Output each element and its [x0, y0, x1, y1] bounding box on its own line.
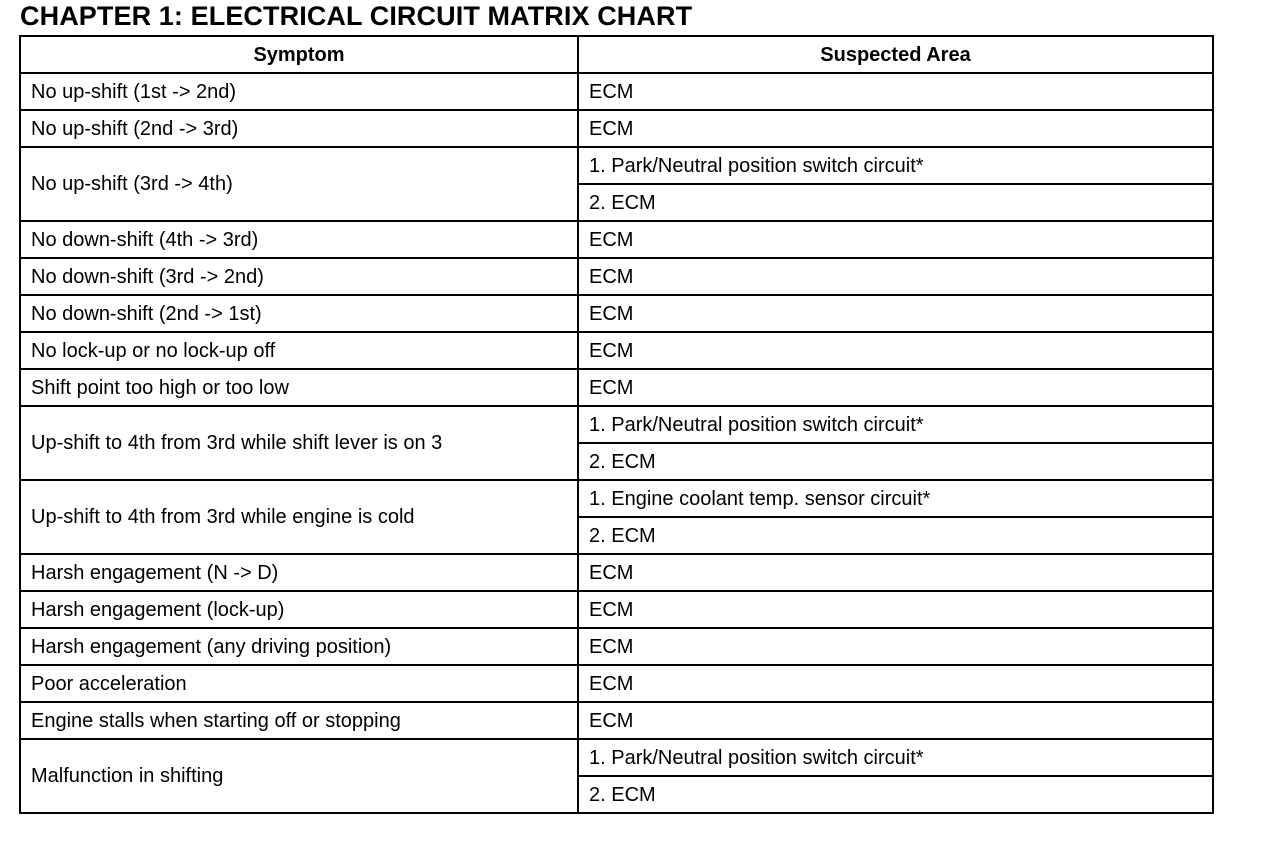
- table-row: [20, 591, 1213, 628]
- table-row: [20, 258, 1213, 295]
- suspected-area-cell: ECM: [578, 221, 1213, 258]
- table-row: [20, 739, 1213, 776]
- suspected-area-cell: 2. ECM: [578, 776, 1213, 813]
- suspected-area-cell: 1. Engine coolant temp. sensor circuit*: [578, 480, 1213, 517]
- symptom-cell: No down-shift (4th -> 3rd): [20, 221, 578, 258]
- table-row: [20, 369, 1213, 406]
- symptom-cell: Up-shift to 4th from 3rd while engine is cold: [20, 480, 578, 554]
- symptom-cell: Poor acceleration: [20, 665, 578, 702]
- suspected-area-column-header: Suspected Area: [578, 36, 1213, 73]
- table-row: [20, 221, 1213, 258]
- table-row: [20, 295, 1213, 332]
- symptom-cell: Malfunction in shifting: [20, 739, 578, 813]
- suspected-area-cell: 2. ECM: [578, 184, 1213, 221]
- suspected-area-cell: ECM: [578, 554, 1213, 591]
- symptom-column-header: Symptom: [20, 36, 578, 73]
- table-row: [20, 480, 1213, 517]
- symptom-cell: Harsh engagement (N -> D): [20, 554, 578, 591]
- suspected-area-cell: ECM: [578, 702, 1213, 739]
- symptom-cell: No up-shift (3rd -> 4th): [20, 147, 578, 221]
- symptom-cell: No down-shift (3rd -> 2nd): [20, 258, 578, 295]
- suspected-area-cell: ECM: [578, 295, 1213, 332]
- suspected-area-cell: ECM: [578, 665, 1213, 702]
- suspected-area-cell: ECM: [578, 73, 1213, 110]
- suspected-area-cell: ECM: [578, 258, 1213, 295]
- suspected-area-cell: 1. Park/Neutral position switch circuit*: [578, 406, 1213, 443]
- electrical-circuit-matrix-table: [19, 35, 1214, 814]
- suspected-area-cell: ECM: [578, 628, 1213, 665]
- suspected-area-cell: ECM: [578, 332, 1213, 369]
- table-row: [20, 73, 1213, 110]
- table-body: [20, 73, 1213, 813]
- symptom-cell: No down-shift (2nd -> 1st): [20, 295, 578, 332]
- symptom-cell: Harsh engagement (lock-up): [20, 591, 578, 628]
- suspected-area-cell: 2. ECM: [578, 517, 1213, 554]
- table-row: [20, 110, 1213, 147]
- table-row: [20, 406, 1213, 443]
- table-row: [20, 147, 1213, 184]
- symptom-cell: No up-shift (1st -> 2nd): [20, 73, 578, 110]
- symptom-cell: Up-shift to 4th from 3rd while shift lever is on 3: [20, 406, 578, 480]
- table-row: [20, 332, 1213, 369]
- suspected-area-cell: 1. Park/Neutral position switch circuit*: [578, 739, 1213, 776]
- table-row: [20, 665, 1213, 702]
- table-row: [20, 554, 1213, 591]
- suspected-area-cell: ECM: [578, 369, 1213, 406]
- symptom-cell: Engine stalls when starting off or stopping: [20, 702, 578, 739]
- suspected-area-cell: 2. ECM: [578, 443, 1213, 480]
- symptom-cell: Shift point too high or too low: [20, 369, 578, 406]
- symptom-cell: Harsh engagement (any driving position): [20, 628, 578, 665]
- suspected-area-cell: 1. Park/Neutral position switch circuit*: [578, 147, 1213, 184]
- symptom-cell: No lock-up or no lock-up off: [20, 332, 578, 369]
- symptom-cell: No up-shift (2nd -> 3rd): [20, 110, 578, 147]
- table-row: [20, 702, 1213, 739]
- suspected-area-cell: ECM: [578, 591, 1213, 628]
- table-header-row: [20, 36, 1213, 73]
- page-title: CHAPTER 1: ELECTRICAL CIRCUIT MATRIX CHART: [20, 1, 693, 31]
- table-row: [20, 628, 1213, 665]
- suspected-area-cell: ECM: [578, 110, 1213, 147]
